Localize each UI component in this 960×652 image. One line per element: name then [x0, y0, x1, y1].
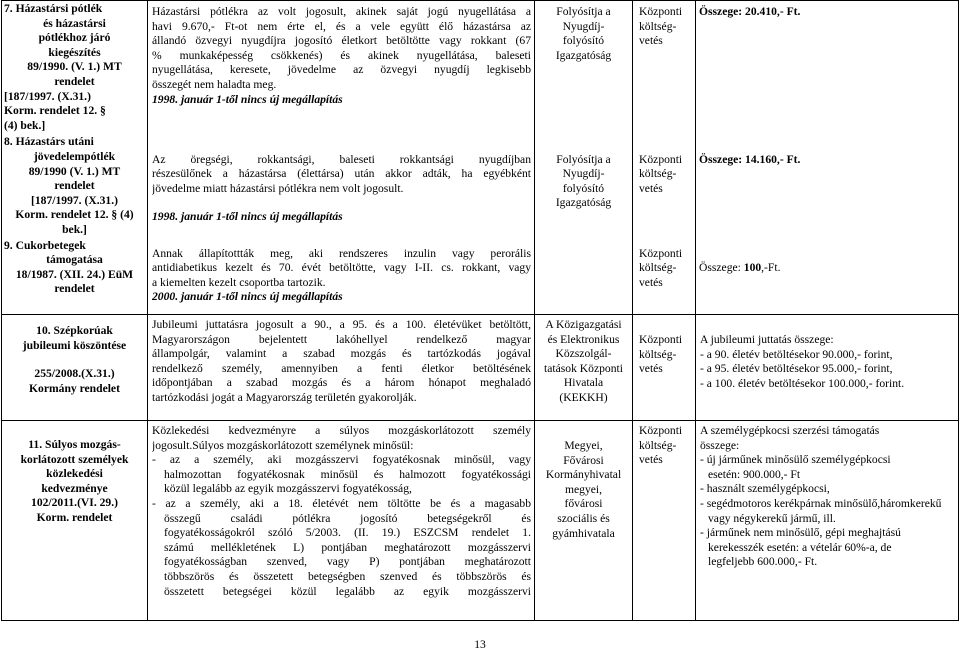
payer-line: Fővárosi [563, 453, 604, 467]
description-line: részesülőnek a házastársa (élettársa) után akkor adták, ha egyébként [152, 167, 531, 181]
funding-line: vetés [639, 34, 663, 48]
description-line: halmozottan fogyatékosnak minősül és halmozott fogyatékossági [164, 467, 531, 481]
benefit-law-line: [187/1997. (X.31.) [31, 193, 118, 207]
payer-line: Folyósítja a [556, 152, 611, 166]
payer-line: folyósító [562, 181, 605, 195]
amount-line: vagy négykerekű jármű, ill. [708, 511, 836, 525]
amount-text: Összege: 20.410,- Ft. [699, 5, 801, 18]
amount-line: legfeljebb 600.000,- Ft. [708, 555, 818, 569]
funding-line: vetés [639, 275, 663, 289]
benefit-law-line: Korm. rendelet 12. § (4) [15, 208, 134, 222]
description-line: tartózkodási jogát a Magyarország területén gyakorolják. [152, 390, 417, 404]
benefit-law-line: rendelet [54, 179, 95, 193]
page-number: 13 [474, 638, 486, 651]
amount-line: - a 100. életév betöltésekor 100.000,- forint. [700, 376, 905, 390]
amount-line: - használt személygépkocsi, [700, 482, 830, 496]
funding-line: vetés [639, 453, 663, 467]
benefit-description-11 [148, 421, 535, 621]
funding-line: Központi [639, 5, 683, 18]
funding-7 [633, 1, 696, 153]
benefit-title-line: közlekedési [46, 467, 103, 481]
description-line: összegű családi pótlékra jogosító betegségekről és [164, 511, 531, 525]
benefit-law-line: 89/1990 (V. 1.) MT [28, 164, 121, 178]
description-line: fogyatékosságban szenved, vagy P) pontjában meghatározott [164, 555, 531, 569]
funding-line: Központi [639, 424, 683, 437]
payer-10 [535, 315, 633, 421]
description-line: Jubileumi juttatásra jogosult a 90., a 95. és a 100. életévüket betöltött, [152, 318, 531, 331]
benefit-law-line: Kormány rendelet [29, 381, 120, 395]
no-new-award-note: 1998. január 1-től nincs új megállapítás [152, 92, 343, 106]
amount-line: - járműnek nem minősülő, gépi meghajtású [700, 526, 901, 540]
description-line: összetett betegségei közül legalább az egyik mozgásszervi [164, 584, 531, 598]
payer-line: tatások Központi [544, 361, 623, 375]
amount-line: - a 90. életév betöltésekor 90.000,- forint, [700, 347, 893, 361]
benefit-law-line: 89/1990. (V. 1.) MT [27, 60, 122, 74]
payer-line: megyei, [564, 482, 603, 496]
amount-line: kerekesszék esetén: a vételár 60%-a, de [708, 540, 892, 554]
benefit-name-7 [2, 1, 148, 315]
payer-11 [535, 421, 633, 621]
payer-line: folyósító [562, 34, 605, 48]
funding-line: költség- [639, 261, 677, 275]
payer-9 [535, 247, 633, 315]
description-line: Közlekedési kedvezményre a súlyos mozgáskorlátozott személy [152, 424, 531, 437]
benefit-title-line: támogatása [46, 253, 103, 267]
amount-line: összege: [700, 438, 740, 452]
benefit-law-line: 255/2008.(X.31.) [34, 367, 115, 381]
benefit-title-line: 7. Házastársi pótlék [4, 2, 103, 15]
amount-text [699, 261, 958, 276]
benefits-table [1, 0, 959, 621]
amount-11 [696, 421, 959, 621]
description-line: Annak állapítottták meg, aki rendszeres inzulin vagy perorális [152, 246, 531, 260]
description-line: - az a személy, aki a 18. életévét nem töltötte be és a magasabb [152, 496, 531, 510]
funding-line: költség- [639, 347, 677, 361]
amount-text: Összege: 14.160,- Ft. [699, 152, 801, 166]
benefit-law-line: bek.] [62, 222, 87, 236]
benefit-title-line: kiegészítés [48, 45, 101, 59]
amount-prefix: Összege: [699, 260, 744, 274]
amount-line: - segédmotoros kerékpárnak minősülő,háromkerekű [700, 496, 942, 510]
benefit-name-10 [2, 315, 148, 421]
benefit-title-line: és házastársi [43, 16, 106, 30]
payer-line: Hivatala [563, 376, 604, 390]
description-line: fogyatékosságokról szóló 5/2003. (II. 19.) ESZCSM rendelet 1. [164, 526, 531, 540]
amount-line: - új járműnek minősülő személygépkocsi [700, 453, 891, 467]
benefit-title-line: 10. Szépkorúak [36, 324, 113, 337]
description-line: a kiemelten kezelt csoportba tartozik. [152, 275, 326, 289]
benefit-law-line: 102/2011.(VI. 29.) [31, 496, 118, 510]
benefit-title-line: pótlékhoz járó [38, 31, 111, 45]
funding-line: költség- [639, 167, 677, 181]
benefit-law-line: Korm. rendelet 12. § [4, 104, 106, 118]
payer-line: Nyugdíj- [562, 19, 605, 33]
amount-suffix: ,-Ft. [761, 260, 781, 274]
description-line: számú mellékletének L) pontjában meghatározott mozgásszervi [164, 540, 531, 554]
payer-line: Folyósítja a [556, 5, 611, 18]
table-row-7 [2, 1, 959, 153]
benefit-title-line: kedvezménye [41, 481, 108, 495]
no-new-award-note: 2000. január 1-től nincs új megállapítás [152, 290, 343, 304]
benefit-law-line: [187/1997. (X.31.) [4, 89, 91, 103]
funding-line: Központi [639, 246, 683, 260]
benefit-law-line: 18/1987. (XII. 24.) EüM [15, 267, 134, 281]
table-row-11 [2, 421, 959, 621]
description-line: közül legalább az egyik mozgásszervi fogyatékosság, [164, 482, 412, 496]
benefit-title-line: 11. Súlyos mozgás- [28, 438, 121, 451]
benefit-title-line: korlátozott személyek [20, 452, 129, 466]
benefit-description-10 [148, 315, 535, 421]
amount-line: A személygépkocsi szerzési támogatás [700, 424, 880, 437]
benefit-law-line: rendelet [54, 282, 95, 296]
payer-line: Nyugdíj- [562, 167, 605, 181]
funding-10 [633, 315, 696, 421]
description-line: többszörös és összetett betegségben szenved és többszörös és [164, 569, 531, 583]
payer-line: gyámhivatala [552, 526, 615, 540]
payer-7 [535, 1, 633, 153]
funding-line: vetés [639, 362, 663, 376]
description-line: összegét nem haladta meg. [152, 77, 277, 91]
description-line: antidiabetikus kezelt és 70. évét betöltötte, vagy I-II. cs. rokkant, vagy [152, 261, 531, 275]
funding-line: költség- [639, 438, 677, 452]
payer-line: Közszolgál- [555, 347, 612, 361]
benefit-description-9 [148, 247, 535, 315]
description-line: % munkaképesség csökkenés) és akinek nyugellátása, baleseti [152, 48, 531, 62]
funding-line: Központi [639, 333, 683, 346]
description-line: állandó özvegyi nyugdíjra jogosító életkort betöltötte vagy rokkant (67 [152, 34, 531, 48]
payer-line: Igazgatóság [555, 196, 612, 210]
table-row-10 [2, 315, 959, 421]
funding-line: Központi [639, 152, 683, 166]
description-line: állampolgár, valamint a szabad mozgás és tartózkodás jogával [152, 347, 531, 361]
benefit-law-line: rendelet [54, 74, 95, 88]
benefit-law-line: (4) bek.] [4, 118, 46, 132]
amount-line: esetén: 900.000,- Ft [708, 467, 801, 481]
amount-8 [696, 153, 959, 247]
amount-7 [696, 1, 959, 153]
benefit-title-line: jövedelempótlék [33, 149, 116, 163]
benefit-description-7 [148, 1, 535, 153]
payer-line: és Elektronikus [547, 332, 620, 346]
description-line: jövedelme miatt házastársi pótlékra nem volt jogosult. [152, 181, 404, 195]
funding-9 [633, 247, 696, 315]
benefit-title-line: 8. Házastárs utáni [4, 135, 94, 149]
funding-11 [633, 421, 696, 621]
payer-line: A Közigazgatási [545, 318, 622, 331]
payer-8 [535, 153, 633, 247]
payer-line: szociális és [557, 511, 610, 525]
benefit-title-line: 9. Cukorbetegek [4, 238, 86, 252]
no-new-award-note: 1998. január 1-től nincs új megállapítás [152, 210, 343, 224]
description-line: Házastársi pótlékra az volt jogosult, akinek saját jogú nyugellátása a [152, 5, 531, 18]
funding-line: költség- [639, 19, 677, 33]
description-line: Az öregségi, rokkantsági, baleseti rokkantsági nyugdíjban [152, 152, 531, 166]
description-line: időpontjában a szabad mozgás és a három hónapot meghaladó [152, 376, 531, 390]
benefit-law-line: Korm. rendelet [36, 510, 113, 524]
description-line: Magyarországon bejelentett lakóhellyel rendelkező magyar [152, 332, 531, 346]
payer-line: Igazgatóság [555, 48, 612, 62]
funding-line: vetés [639, 181, 663, 195]
benefit-description-8 [148, 153, 535, 247]
amount-9 [696, 247, 959, 315]
benefit-name-11 [2, 421, 148, 621]
description-line: jogosult.Súlyos mozgáskorlátozott személynek minősül: [152, 438, 414, 452]
payer-line: Megyei, [564, 439, 603, 452]
amount-line: A jubileumi juttatás összege: [700, 333, 834, 346]
amount-10 [696, 315, 959, 421]
description-line: - az a személy, aki mozgásszervi fogyatékosnak minősül, vagy [152, 453, 531, 467]
description-line: havi 9.670,- Ft-ot nem érte el, és a vele együtt élő házastársa az [152, 19, 531, 33]
amount-value: 100 [743, 260, 762, 274]
description-line: rendelkező személy, amennyiben a fenti életkor betöltésének [152, 361, 531, 375]
benefit-title-line: jubileumi köszöntése [22, 338, 127, 352]
payer-line: (KEKKH) [559, 390, 608, 404]
description-line: nyugellátása, keresete, jövedelme az özvegyi nyugdíj legkisebb [152, 63, 531, 77]
amount-line: - a 95. életév betöltésekor 95.000,- forint, [700, 362, 893, 376]
funding-8 [633, 153, 696, 247]
payer-line: Kormányhivatal [545, 468, 622, 482]
payer-line: fővárosi [564, 497, 603, 511]
